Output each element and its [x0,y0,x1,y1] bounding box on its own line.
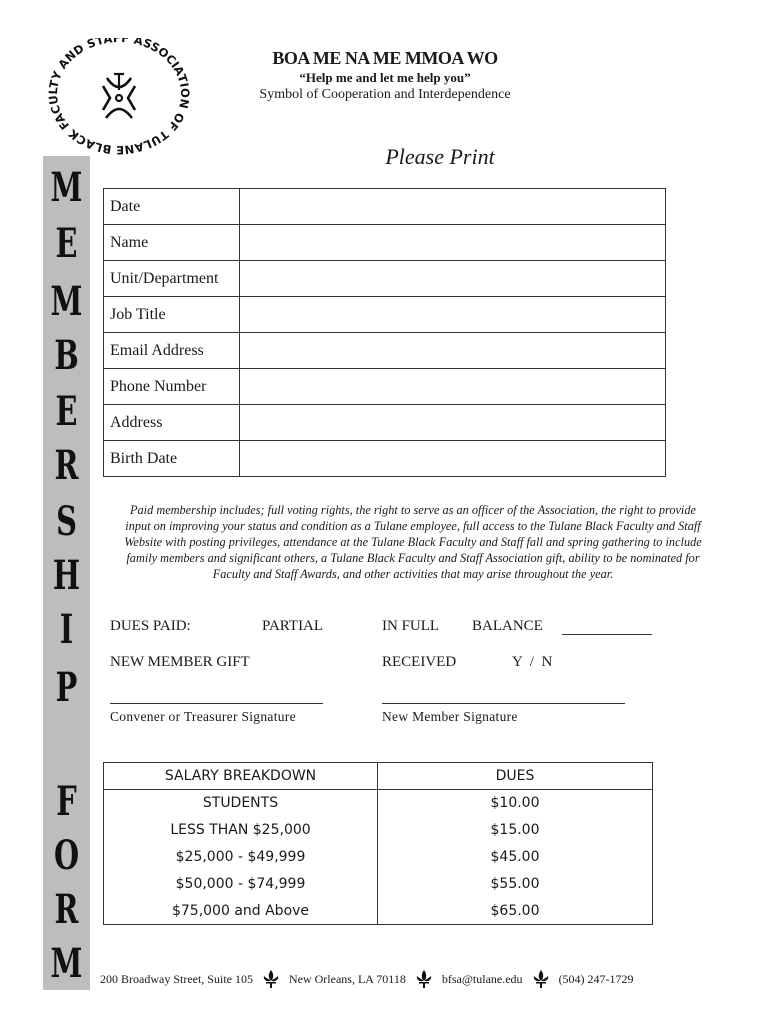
form-row [104,441,666,477]
membership-benefits-text: Paid membership includes; full voting rights, the right to serve as an officer of the Association, the right to provide input on improving your status and condition as a Tulane employee, full access to the Tulane Black Faculty and Staff Website with posting privileges, attendance at the Tulane Black Faculty and Staff fall and spring gathering to include family members and significant others, a Tulane Black Faculty and Staff Association gift, ability to be nominated for Faculty and Staff Awards, and other activities that may arise throughout the year. [124,503,702,581]
received-yes-no-option[interactable]: Y / N [512,654,553,670]
salary-breakdown-header: SALARY BREAKDOWN [104,763,378,790]
table-row [104,871,653,898]
member-signature-label: New Member Signature [382,709,518,724]
form-row [104,405,666,441]
balance-field[interactable] [562,634,652,635]
name-field[interactable] [240,225,666,261]
seal-ring-text: BLACK FACULTY AND STAFF ASSOCIATION OF TULANE [45,38,193,158]
phone-number-field[interactable] [240,369,666,405]
banner-letter: F [56,778,77,825]
table-row [104,898,653,925]
field-label: Phone Number [104,369,240,405]
banner-letter: E [55,388,78,435]
table-header-row [104,763,653,790]
fleur-de-lis-icon [531,969,551,989]
footer-email[interactable]: bfsa@tulane.edu [441,971,523,986]
dues-cell: $15.00 [378,817,653,844]
banner-letter: M [50,164,83,211]
banner-letter: O [53,832,80,879]
banner-letter: I [59,606,74,653]
footer-city: New Orleans, LA 70118 [288,971,406,986]
banner-letter: S [56,498,77,545]
banner-letter: M [50,940,83,987]
email-address-field[interactable] [240,333,666,369]
dues-cell: $10.00 [378,790,653,817]
field-label: Name [104,225,240,261]
dues-cell: $65.00 [378,898,653,925]
footer-phone: (504) 247-1729 [558,971,634,986]
motto: “Help me and let me help you” [299,70,471,85]
convener-signature-label: Convener or Treasurer Signature [110,709,296,724]
in-full-option[interactable]: IN FULL [382,618,440,634]
banner-letter: R [54,442,79,489]
field-label: Unit/Department [104,261,240,297]
banner-letter: B [54,332,79,379]
footer-address: 200 Broadway Street, Suite 105 [100,971,253,986]
form-row [104,369,666,405]
form-row [104,225,666,261]
dues-cell: $45.00 [378,844,653,871]
balance-label: BALANCE [472,618,543,634]
salary-cell: $25,000 - $49,999 [104,844,378,871]
banner-letter: M [50,278,83,325]
form-row [104,189,666,225]
dues-header: DUES [378,763,653,790]
salary-cell: $75,000 and Above [104,898,378,925]
member-signature-line[interactable] [382,703,625,704]
fleur-de-lis-icon [414,969,434,989]
convener-signature-line[interactable] [110,703,323,704]
unit-department-field[interactable] [240,261,666,297]
table-row [104,817,653,844]
dues-table [103,762,653,925]
footer-contact [100,968,680,990]
salary-cell: $50,000 - $74,999 [104,871,378,898]
subtitle: Symbol of Cooperation and Interdependence [259,87,511,102]
address-field[interactable] [240,405,666,441]
form-row [104,261,666,297]
form-row [104,297,666,333]
job-title-field[interactable] [240,297,666,333]
field-label: Date [104,189,240,225]
field-label: Email Address [104,333,240,369]
field-label: Job Title [104,297,240,333]
partial-option[interactable]: PARTIAL [262,618,324,634]
banner-letter: R [54,886,79,933]
table-row [104,844,653,871]
dues-paid-label: DUES PAID: [110,618,191,634]
form-row [104,333,666,369]
banner-letter: H [52,552,81,599]
salary-cell: STUDENTS [104,790,378,817]
date-field[interactable] [240,189,666,225]
fleur-de-lis-icon [261,969,281,989]
salary-cell: LESS THAN $25,000 [104,817,378,844]
page-title: BOA ME NA ME MMOA WO [272,48,498,68]
please-print-instruction: Please Print [385,144,495,169]
new-member-gift-label: NEW MEMBER GIFT [110,654,250,670]
received-label: RECEIVED [382,654,457,670]
field-label: Birth Date [104,441,240,477]
banner-letter: P [55,664,78,711]
member-info-table [103,188,666,477]
membership-form-side-banner [43,156,90,990]
birth-date-field[interactable] [240,441,666,477]
table-row [104,790,653,817]
field-label: Address [104,405,240,441]
dues-cell: $55.00 [378,871,653,898]
banner-letter: E [55,220,78,267]
